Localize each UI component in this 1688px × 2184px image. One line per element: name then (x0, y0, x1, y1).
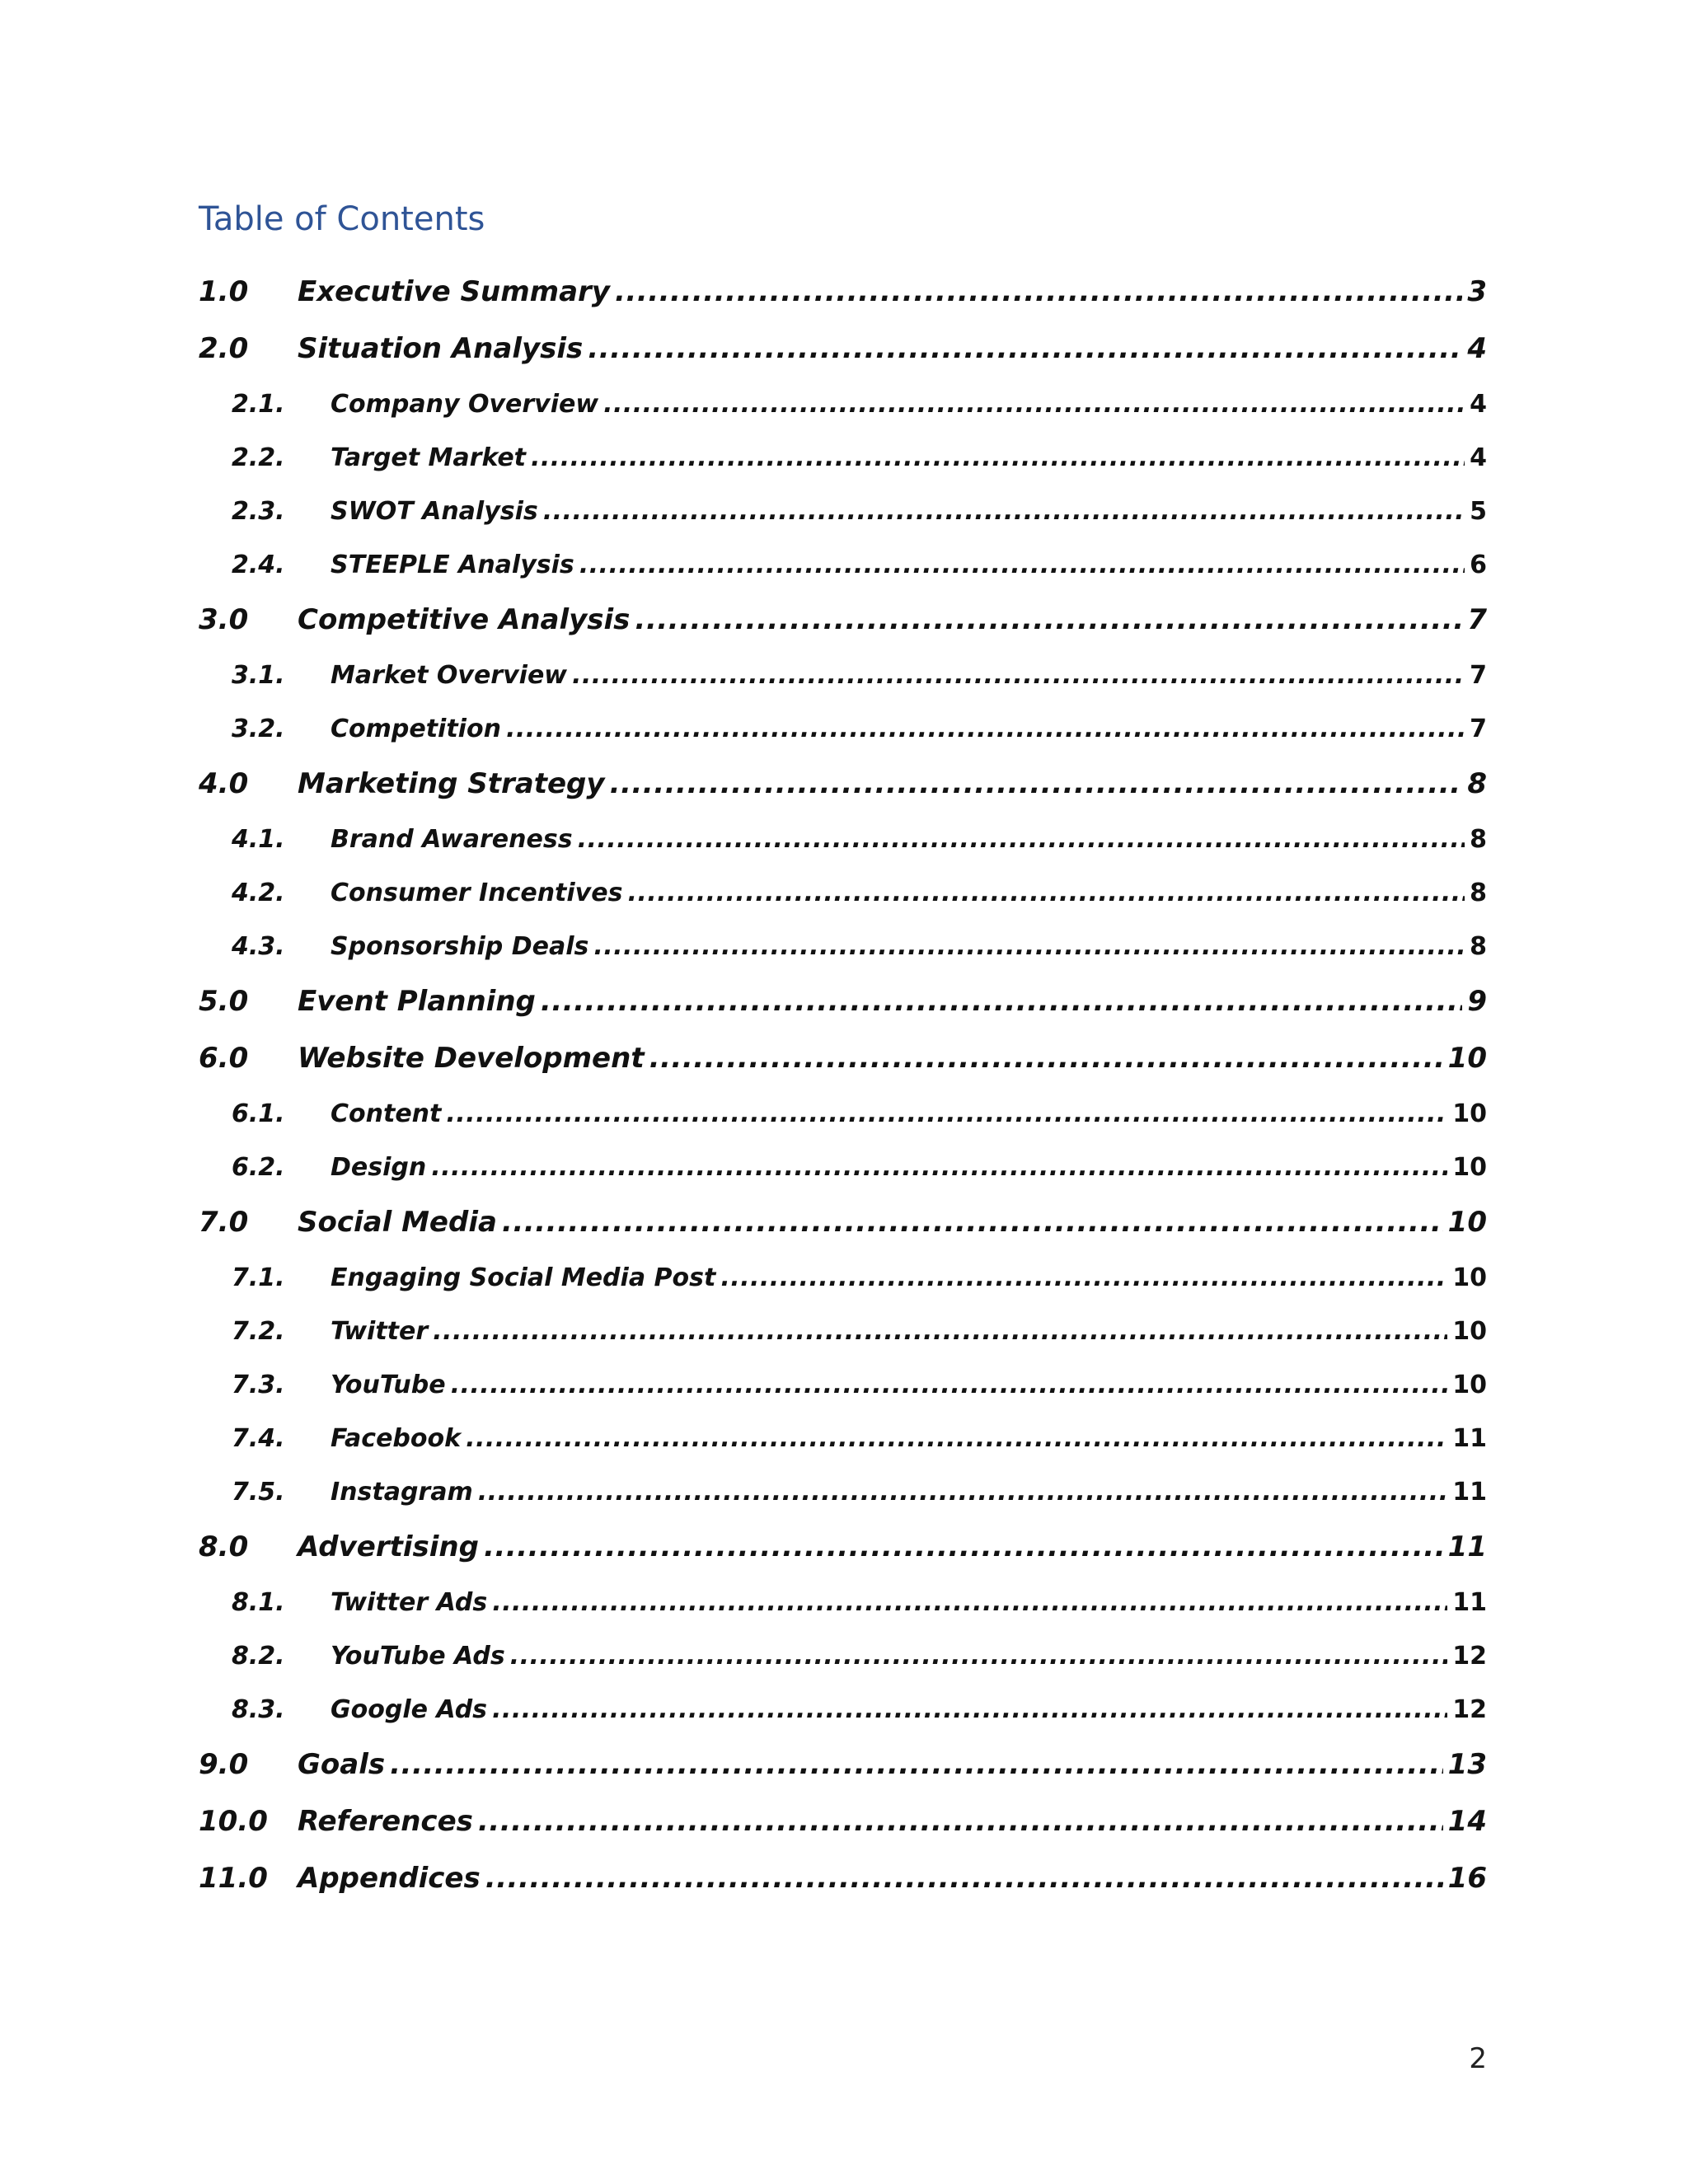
toc-entry-number: 5.0 (199, 985, 249, 1018)
toc-entry-11-0[interactable] (199, 1850, 1487, 1907)
toc-dot-leader (543, 485, 1465, 538)
toc-entry-4-3[interactable] (199, 920, 1487, 973)
toc-entry-label: Target Market (331, 443, 527, 472)
toc-dot-leader (478, 1793, 1443, 1850)
toc-entry-8-3[interactable] (199, 1683, 1487, 1736)
toc-dot-leader (578, 813, 1465, 866)
toc-entry-label: Competitive Analysis (298, 603, 631, 636)
toc-entry-number: 7.4. (232, 1424, 285, 1453)
toc-entry-label: Situation Analysis (298, 332, 584, 365)
toc-entry-number: 9.0 (199, 1748, 249, 1781)
toc-entry-page: 4 (1470, 390, 1487, 419)
toc-entry-2-2[interactable] (199, 431, 1487, 485)
toc-entry-6-2[interactable] (199, 1141, 1487, 1194)
toc-dot-leader (431, 1141, 1447, 1194)
toc-entry-number: 8.3. (232, 1695, 285, 1724)
toc-entry-page: 8 (1470, 825, 1487, 854)
toc-entry-3-2[interactable] (199, 702, 1487, 756)
toc-entry-page: 4 (1470, 443, 1487, 472)
toc-entry-7-2[interactable] (199, 1305, 1487, 1358)
toc-dot-leader (506, 702, 1465, 756)
toc-dot-leader (593, 920, 1465, 973)
toc-entry-label: Design (331, 1153, 427, 1182)
toc-entry-page: 11 (1452, 1478, 1487, 1507)
toc-entry-page: 10 (1452, 1371, 1487, 1399)
toc-entry-page: 5 (1470, 497, 1487, 526)
toc-entry-8-1[interactable] (199, 1576, 1487, 1629)
toc-entry-label: Appendices (298, 1862, 481, 1895)
toc-entry-number: 6.0 (199, 1042, 249, 1075)
toc-entry-number: 2.2. (232, 443, 285, 472)
toc-dot-leader (627, 866, 1465, 920)
toc-entry-1-0[interactable] (199, 264, 1487, 321)
toc-entry-label: Twitter (331, 1317, 429, 1346)
toc-entry-label: SWOT Analysis (331, 497, 538, 526)
toc-entry-page: 7 (1470, 661, 1487, 690)
toc-entry-number: 7.0 (199, 1206, 249, 1239)
toc-entry-number: 3.1. (232, 661, 285, 690)
toc-entry-number: 2.1. (232, 390, 285, 419)
toc-entry-page: 10 (1452, 1263, 1487, 1292)
toc-entry-number: 2.0 (199, 332, 249, 365)
toc-dot-leader (635, 592, 1462, 649)
toc-entry-label: Market Overview (331, 661, 568, 690)
toc-dot-leader (433, 1305, 1447, 1358)
toc-entry-page: 9 (1467, 985, 1487, 1018)
toc-entry-label: Brand Awareness (331, 825, 573, 854)
toc-entry-page: 6 (1470, 551, 1487, 579)
toc-entry-3-0[interactable] (199, 592, 1487, 649)
toc-entry-number: 8.2. (232, 1642, 285, 1671)
toc-entry-number: 8.0 (199, 1530, 249, 1563)
toc-dot-leader (615, 264, 1462, 321)
toc-dot-leader (610, 756, 1463, 813)
toc-entry-page: 16 (1447, 1862, 1487, 1895)
toc-dot-leader (603, 377, 1465, 431)
toc-entry-page: 8 (1470, 932, 1487, 961)
toc-entry-number: 11.0 (199, 1862, 268, 1895)
toc-dot-leader (451, 1358, 1448, 1412)
toc-dot-leader (720, 1251, 1447, 1305)
toc-entry-label: Event Planning (298, 985, 536, 1018)
toc-entry-number: 10.0 (199, 1805, 268, 1838)
toc-entry-5-0[interactable] (199, 973, 1487, 1030)
toc-entry-9-0[interactable] (199, 1736, 1487, 1793)
toc-entry-number: 7.5. (232, 1478, 285, 1507)
toc-entry-label: YouTube Ads (331, 1642, 505, 1671)
toc-entry-number: 7.2. (232, 1317, 285, 1346)
toc-entry-6-0[interactable] (199, 1030, 1487, 1087)
toc-dot-leader (485, 1850, 1443, 1907)
toc-entry-label: Social Media (298, 1206, 497, 1239)
toc-dot-leader (541, 973, 1462, 1030)
toc-title: Table of Contents (199, 200, 485, 238)
toc-entry-page: 10 (1452, 1153, 1487, 1182)
toc-entry-page: 12 (1452, 1695, 1487, 1724)
toc-dot-leader (492, 1683, 1447, 1736)
toc-entry-2-3[interactable] (199, 485, 1487, 538)
toc-entry-8-2[interactable] (199, 1629, 1487, 1683)
toc-entry-page: 7 (1470, 715, 1487, 743)
toc-entry-page: 7 (1467, 603, 1487, 636)
toc-entry-number: 4.2. (232, 879, 285, 907)
toc-entry-number: 4.0 (199, 767, 249, 800)
toc-entry-3-1[interactable] (199, 649, 1487, 702)
toc-entry-number: 4.1. (232, 825, 285, 854)
toc-dot-leader (531, 431, 1465, 485)
toc-entry-page: 11 (1452, 1424, 1487, 1453)
toc-entry-page: 11 (1447, 1530, 1487, 1563)
toc-entry-number: 7.1. (232, 1263, 285, 1292)
toc-entry-7-1[interactable] (199, 1251, 1487, 1305)
toc-entry-label: Goals (298, 1748, 386, 1781)
toc-entry-label: Engaging Social Media Post (331, 1263, 716, 1292)
toc-entry-4-0[interactable] (199, 756, 1487, 813)
toc-entry-number: 2.3. (232, 497, 285, 526)
toc-dot-leader (484, 1519, 1443, 1576)
toc-entry-number: 4.3. (232, 932, 285, 961)
toc-entry-4-1[interactable] (199, 813, 1487, 866)
toc-entry-number: 1.0 (199, 275, 249, 308)
toc-entry-page: 10 (1452, 1099, 1487, 1128)
toc-entry-4-2[interactable] (199, 866, 1487, 920)
toc-entry-label: Facebook (331, 1424, 462, 1453)
toc-entry-2-4[interactable] (199, 538, 1487, 592)
toc-entry-label: Executive Summary (298, 275, 610, 308)
toc-entry-page: 10 (1447, 1206, 1487, 1239)
toc-dot-leader (572, 649, 1465, 702)
toc-entry-7-5[interactable] (199, 1465, 1487, 1519)
toc-entry-label: Instagram (331, 1478, 473, 1507)
toc-entry-page: 4 (1467, 332, 1487, 365)
page-number: 2 (1469, 2042, 1487, 2075)
toc-entry-2-0[interactable] (199, 321, 1487, 377)
toc-entry-8-0[interactable] (199, 1519, 1487, 1576)
toc-entry-label: STEEPLE Analysis (331, 551, 574, 579)
toc-entry-label: Competition (331, 715, 501, 743)
toc-entry-7-4[interactable] (199, 1412, 1487, 1465)
toc-dot-leader (492, 1576, 1447, 1629)
toc-entry-page: 12 (1452, 1642, 1487, 1671)
toc-entry-10-0[interactable] (199, 1793, 1487, 1850)
toc-entry-page: 13 (1447, 1748, 1487, 1781)
toc-dot-leader (466, 1412, 1447, 1465)
toc-entry-6-1[interactable] (199, 1087, 1487, 1141)
toc-entry-page: 10 (1452, 1317, 1487, 1346)
toc-dot-leader (579, 538, 1465, 592)
toc-entry-page: 10 (1447, 1042, 1487, 1075)
toc-dot-leader (510, 1629, 1448, 1683)
toc-entry-page: 8 (1467, 767, 1487, 800)
toc-entry-label: Company Overview (331, 390, 599, 419)
toc-dot-leader (390, 1736, 1443, 1793)
toc-entry-label: YouTube (331, 1371, 446, 1399)
toc-entry-number: 3.2. (232, 715, 285, 743)
toc-entry-label: Sponsorship Deals (331, 932, 589, 961)
toc-entry-number: 8.1. (232, 1588, 285, 1617)
toc-dot-leader (649, 1030, 1443, 1087)
toc-list (199, 264, 1487, 1907)
toc-entry-label: Marketing Strategy (298, 767, 605, 800)
toc-entry-number: 7.3. (232, 1371, 285, 1399)
toc-entry-label: Google Ads (331, 1695, 488, 1724)
toc-dot-leader (502, 1194, 1443, 1251)
toc-entry-page: 3 (1467, 275, 1487, 308)
toc-entry-page: 14 (1447, 1805, 1487, 1838)
toc-dot-leader (446, 1087, 1447, 1141)
toc-entry-label: Consumer Incentives (331, 879, 623, 907)
toc-entry-label: References (298, 1805, 473, 1838)
toc-entry-2-1[interactable] (199, 377, 1487, 431)
toc-entry-label: Twitter Ads (331, 1588, 488, 1617)
toc-entry-number: 3.0 (199, 603, 249, 636)
toc-entry-7-0[interactable] (199, 1194, 1487, 1251)
toc-dot-leader (478, 1465, 1448, 1519)
toc-entry-number: 2.4. (232, 551, 285, 579)
toc-entry-7-3[interactable] (199, 1358, 1487, 1412)
toc-entry-number: 6.2. (232, 1153, 285, 1182)
toc-entry-label: Content (331, 1099, 442, 1128)
toc-entry-label: Website Development (298, 1042, 645, 1075)
toc-dot-leader (588, 321, 1462, 377)
toc-entry-page: 8 (1470, 879, 1487, 907)
toc-entry-number: 6.1. (232, 1099, 285, 1128)
toc-entry-page: 11 (1452, 1588, 1487, 1617)
toc-entry-label: Advertising (298, 1530, 479, 1563)
